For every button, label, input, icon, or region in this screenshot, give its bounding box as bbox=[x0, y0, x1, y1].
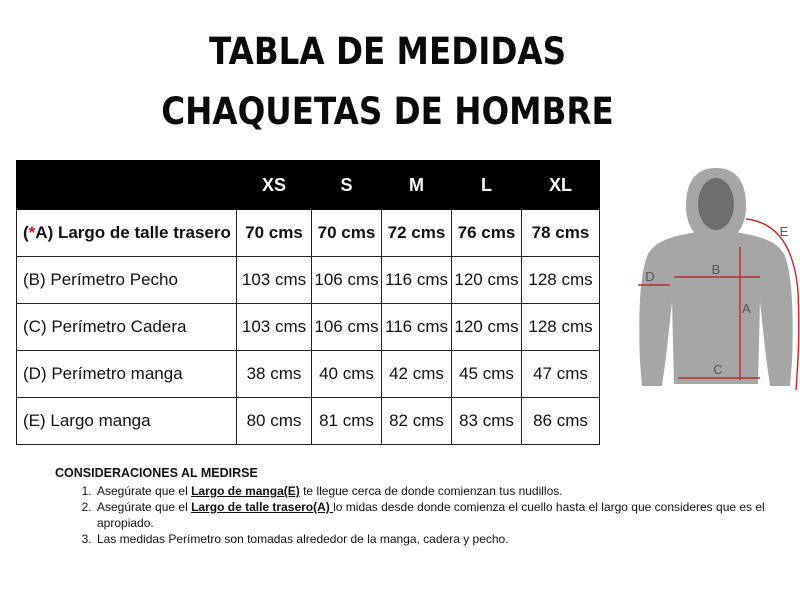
table-row bbox=[17, 304, 600, 351]
cell-value: 81 cms bbox=[312, 398, 382, 445]
label-b: B bbox=[711, 262, 721, 277]
item-emphasis: Largo de manga(E) bbox=[191, 484, 300, 498]
page-title-line-2: CHAQUETAS DE HOMBRE bbox=[161, 90, 614, 133]
cell-value: 38 cms bbox=[237, 351, 312, 398]
table-row bbox=[17, 210, 600, 257]
row-label: (C) Perímetro Cadera bbox=[17, 304, 237, 351]
label-a: A bbox=[742, 301, 751, 316]
table-header-m: M bbox=[382, 161, 452, 210]
item-pre: Las medidas Perímetro son tomadas alrededor de la manga, cadera y pecho. bbox=[97, 532, 509, 546]
item-post: te llegue cerca de donde comienzan tus nudillos. bbox=[299, 484, 563, 498]
cell-value: 76 cms bbox=[452, 210, 522, 257]
cell-value: 106 cms bbox=[312, 304, 382, 351]
table-header-xs: XS bbox=[237, 161, 312, 210]
cell-value: 128 cms bbox=[522, 304, 600, 351]
required-star: * bbox=[28, 223, 36, 242]
row-label: (E) Largo manga bbox=[17, 398, 237, 445]
table-row bbox=[17, 398, 600, 445]
size-chart-table bbox=[16, 160, 600, 445]
cell-value: 116 cms bbox=[382, 257, 452, 304]
row-label-text: A) Largo de talle trasero bbox=[35, 223, 231, 242]
cell-value: 47 cms bbox=[522, 351, 600, 398]
cell-value: 70 cms bbox=[237, 210, 312, 257]
cell-value: 42 cms bbox=[382, 351, 452, 398]
page-title-line-1: TABLA DE MEDIDAS bbox=[208, 30, 567, 73]
jacket-measurement-diagram bbox=[634, 162, 800, 392]
item-pre: Asegúrate que el bbox=[97, 484, 192, 498]
cell-value: 128 cms bbox=[522, 257, 600, 304]
table-header-l: L bbox=[452, 161, 522, 210]
list-item bbox=[95, 499, 775, 531]
item-emphasis: Largo de talle trasero(A) bbox=[191, 500, 334, 514]
cell-value: 72 cms bbox=[382, 210, 452, 257]
cell-value: 80 cms bbox=[237, 398, 312, 445]
cell-value: 106 cms bbox=[312, 257, 382, 304]
cell-value: 103 cms bbox=[237, 257, 312, 304]
item-post: lo midas desde donde comienza el cuello hasta el largo que consideres que es el apropiado. bbox=[97, 500, 765, 530]
cell-value: 120 cms bbox=[452, 257, 522, 304]
table-row bbox=[17, 257, 600, 304]
row-label: (B) Perímetro Pecho bbox=[17, 257, 237, 304]
table-header-row bbox=[17, 161, 600, 210]
measuring-considerations bbox=[55, 465, 775, 547]
considerations-heading: CONSIDERACIONES AL MEDIRSE bbox=[55, 466, 258, 480]
label-c: C bbox=[713, 362, 723, 377]
row-label bbox=[17, 210, 237, 257]
label-e: E bbox=[779, 224, 789, 239]
cell-value: 40 cms bbox=[312, 351, 382, 398]
row-label: (D) Perímetro manga bbox=[17, 351, 237, 398]
table-header-xl: XL bbox=[522, 161, 600, 210]
cell-value: 70 cms bbox=[312, 210, 382, 257]
list-item bbox=[95, 483, 775, 499]
cell-value: 82 cms bbox=[382, 398, 452, 445]
considerations-list bbox=[55, 483, 775, 547]
item-pre: Asegúrate que el bbox=[97, 500, 192, 514]
cell-value: 78 cms bbox=[522, 210, 600, 257]
cell-value: 86 cms bbox=[522, 398, 600, 445]
label-d: D bbox=[645, 269, 655, 284]
cell-value: 120 cms bbox=[452, 304, 522, 351]
open-paren: ( bbox=[23, 223, 29, 242]
table-header-s: S bbox=[312, 161, 382, 210]
table-header-empty bbox=[17, 161, 237, 210]
cell-value: 103 cms bbox=[237, 304, 312, 351]
cell-value: 116 cms bbox=[382, 304, 452, 351]
cell-value: 83 cms bbox=[452, 398, 522, 445]
table-row bbox=[17, 351, 600, 398]
list-item bbox=[95, 531, 775, 547]
cell-value: 45 cms bbox=[452, 351, 522, 398]
